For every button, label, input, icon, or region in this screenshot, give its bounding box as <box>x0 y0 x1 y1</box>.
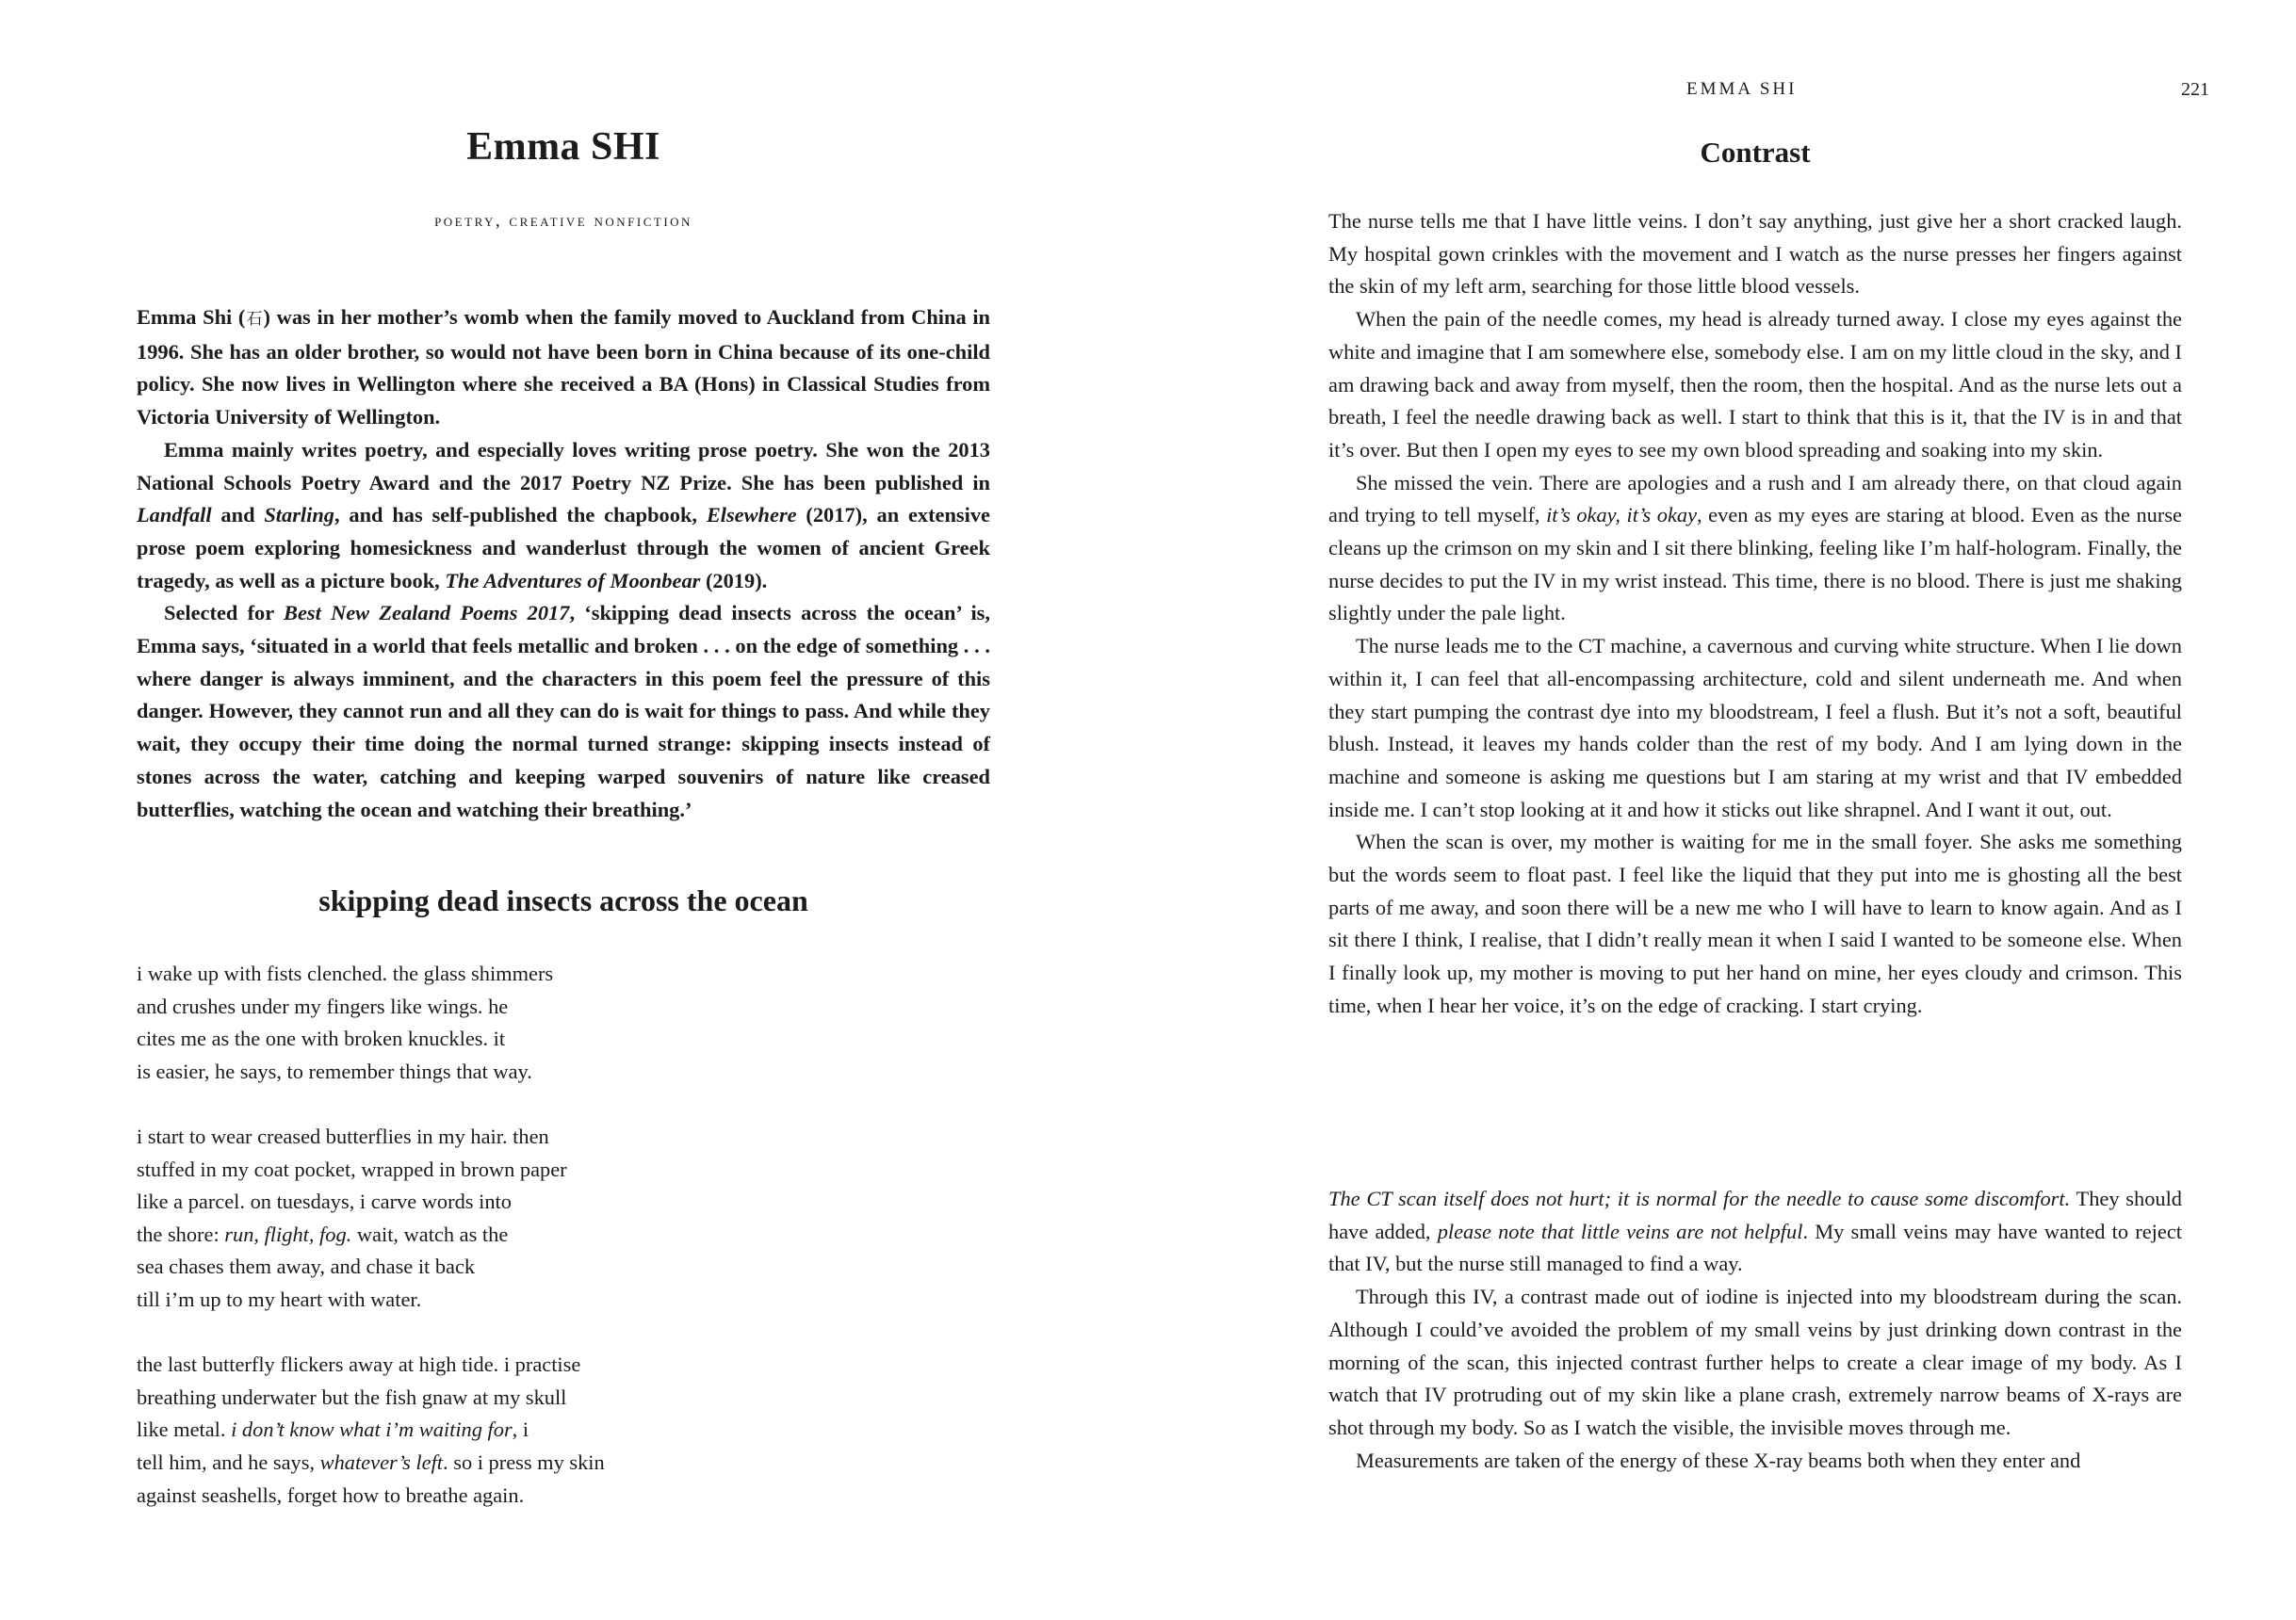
essay-text: They should have added, <box>1328 1187 2183 1243</box>
poem <box>137 958 796 1545</box>
poem-stanza-1 <box>137 958 796 1088</box>
essay-italic-text: it’s okay, it’s okay <box>1546 503 1698 527</box>
bio-text: Emma mainly writes poetry, and especially loves writing prose poetry. She won the 2013 National Schools Poetry Award and the 2017 Poetry NZ Prize. She has been published in <box>137 437 990 494</box>
essay-title: Contrast <box>1700 136 1811 169</box>
poem-line: the last butterfly flickers away at high tide. i practise <box>137 1353 581 1377</box>
poem-line: cites me as the one with broken knuckles. it <box>137 1027 506 1051</box>
publication-title: Best New Zealand Poems 2017 <box>284 601 570 625</box>
bio-text: Emma Shi ( <box>137 305 246 329</box>
poem-line: stuffed in my coat pocket, wrapped in brown paper <box>137 1157 567 1181</box>
bio-text: ) was in her mother’s womb when the family moved to Auckland from China in 1996. She has an older brother, so would not have been born in China because of its one-child policy. She now lives in Wellington where she received a BA (Hons) in Classical Studies from Victoria University of Wellington. <box>137 305 991 429</box>
essay-section-2 <box>1328 1183 2182 1477</box>
poem-line: breathing underwater but the fish gnaw at my skull <box>137 1385 567 1409</box>
essay-text: . My small veins may have wanted to reject that IV, but the nurse still managed to find a way. <box>1328 1219 2182 1276</box>
poem-line: i start to wear creased butterflies in my hair. then <box>137 1124 549 1148</box>
poem-line <box>137 1414 796 1447</box>
poem-stanza-2 <box>137 1121 796 1317</box>
author-bio <box>137 301 990 826</box>
genre-line: poetry, creative nonfiction <box>434 211 692 231</box>
poem-text: tell him, and he says, <box>137 1450 320 1474</box>
poem-text: like metal. <box>137 1418 232 1442</box>
poem-line: i wake up with fists clenched. the glass shimmers <box>137 962 554 985</box>
poem-line: and crushes under my fingers like wings. he <box>137 994 509 1018</box>
bio-text: , and has self-published the chapbook, <box>334 503 707 527</box>
poem-line: against seashells, forget how to breathe again. <box>137 1482 525 1507</box>
essay-section-1 <box>1328 205 2182 1023</box>
essay-text: , even as my eyes are staring at blood. Even as the nurse cleans up the crimson on my skin and I sit there blinking, feeling like I’m half-hologram. Finally, the nurse decides to put the IV in my wrist instead. This time, there is no blood. There is just me shaking slightly under the pale light. <box>1328 503 2182 625</box>
poem-text: the shore: <box>137 1222 225 1246</box>
page-number: 221 <box>2181 79 2209 100</box>
bio-text: and <box>211 503 265 527</box>
publication-title: The Adventures of Moonbear <box>445 568 701 592</box>
bio-text: (2019). <box>700 568 768 592</box>
poem-line <box>137 1219 796 1252</box>
right-page <box>1148 0 2296 1620</box>
poem-line: is easier, he says, to remember things that way. <box>137 1059 532 1083</box>
poem-stanza-3 <box>137 1349 796 1512</box>
bio-text: , ‘skipping dead insects across the ocean’ is, Emma says, ‘situated in a world that feels metallic and broken . . . on the edge of something . . . where danger is always imminent, and the characters in this poem feel the pressure of this danger. However, they cannot run and all they can do is wait for things to pass. And while they wait, they occupy their time doing the normal turned strange: skipping insects instead of stones across the water, catching and keeping warped souvenirs of nature like creased butterflies, watching the ocean and watching their breathing.’ <box>137 601 990 821</box>
poem-text: , i <box>512 1418 529 1442</box>
essay-paragraph: When the pain of the needle comes, my head is already turned away. I close my eyes against the white and imagine that I am somewhere else, somebody else. I am on my little cloud in the sky, and I am drawing back and away from myself, then the room, then the hospital. And as the nurse lets out a breath, I feel the needle drawing back as well. I start to think that this is it, that the IV is in and that it’s over. But then I open my eyes to see my own blood spreading and soaking into my skin. <box>1328 307 2182 462</box>
publication-title: Elsewhere <box>706 503 797 527</box>
poem-line: like a parcel. on tuesdays, i carve words into <box>137 1190 512 1214</box>
essay-paragraph: Through this IV, a contrast made out of iodine is injected into my bloodstream during the scan. Although I could’ve avoided the problem of my small veins by just drinking down contrast in the morning of the scan, this injected contrast further helps to create a clear image of my body. As I watch that IV protruding out of my skin like a plane crash, extremely narrow beams of X-rays are shot through my body. So as I watch the visible, the invisible moves through me. <box>1328 1285 2182 1439</box>
essay-paragraph: The nurse tells me that I have little veins. I don’t say anything, just give her a short cracked laugh. My hospital gown crinkles with the movement and I watch as the nurse presses her fingers against the skin of my left arm, searching for those little blood vessels. <box>1328 209 2182 299</box>
poem-italic-text: run, flight, fog. <box>224 1222 352 1246</box>
poem-italic-text: i don’t know what i’m waiting for <box>231 1418 513 1442</box>
running-head: EMMA SHI <box>1686 79 1798 99</box>
publication-title: Starling <box>264 503 335 527</box>
essay-italic-text: The CT scan itself does not hurt; it is normal for the needle to cause some discomfort. <box>1328 1187 2071 1210</box>
poem-line: sea chases them away, and chase it back <box>137 1255 476 1279</box>
poem-italic-text: whatever’s left <box>319 1450 444 1474</box>
essay-text: She missed the vein. There are apologies and a rush and I am already there, on that cloud again and trying to tell myself, <box>1328 470 2182 527</box>
poem-line <box>137 1447 796 1480</box>
bio-paragraph <box>137 301 990 434</box>
essay-paragraph: Measurements are taken of the energy of these X-ray beams both when they enter and <box>1356 1448 2081 1472</box>
bio-text: Selected for <box>164 601 285 625</box>
poem-title: skipping dead insects across the ocean <box>318 883 808 917</box>
author-name: Emma SHI <box>466 125 660 169</box>
essay-paragraph <box>1328 1183 2182 1281</box>
poem-text: . so i press my skin <box>443 1450 605 1474</box>
poem-text: wait, watch as the <box>351 1222 509 1246</box>
essay-paragraph: When the scan is over, my mother is waiting for me in the small foyer. She asks me something but the words seem to float past. I feel like the liquid that they put into me is ghosting all the best parts of me away, and soon there will be a new me who I will have to learn to know again. And as I sit there I think, I realise, that I didn’t really mean it when I said I wanted to be someone else. When I finally look up, my mother is moving to put her hand on mine, her eyes cloudy and crimson. This time, when I hear her voice, it’s on the edge of cracking. I start crying. <box>1328 830 2182 1017</box>
poem-line: till i’m up to my heart with water. <box>137 1287 422 1311</box>
essay-italic-text: please note that little veins are not helpful <box>1437 1219 1803 1243</box>
bio-paragraph <box>137 597 990 826</box>
chinese-character: 石 <box>245 310 264 329</box>
essay-paragraph <box>1328 467 2182 631</box>
essay-paragraph: The nurse leads me to the CT machine, a cavernous and curving white structure. When I lie down within it, I can feel that all-encompassing architecture, cold and silent underneath me. And when they start pumping the contrast dye into my bloodstream, I feel a flush. But it’s not a soft, beautiful blush. Instead, it leaves my hands colder than the rest of my body. And I am lying down in the machine and someone is asking me questions but I am staring at my wrist and that IV embedded inside me. I can’t stop looking at it and how it sticks out like shrapnel. And I want it out, out. <box>1328 634 2182 821</box>
publication-title: Landfall <box>137 503 212 527</box>
bio-paragraph <box>137 434 990 598</box>
bio-text: (2017), an extensive prose poem exploring homesickness and wanderlust through the women of ancient Greek tragedy, as well as a picture book, <box>137 503 990 592</box>
